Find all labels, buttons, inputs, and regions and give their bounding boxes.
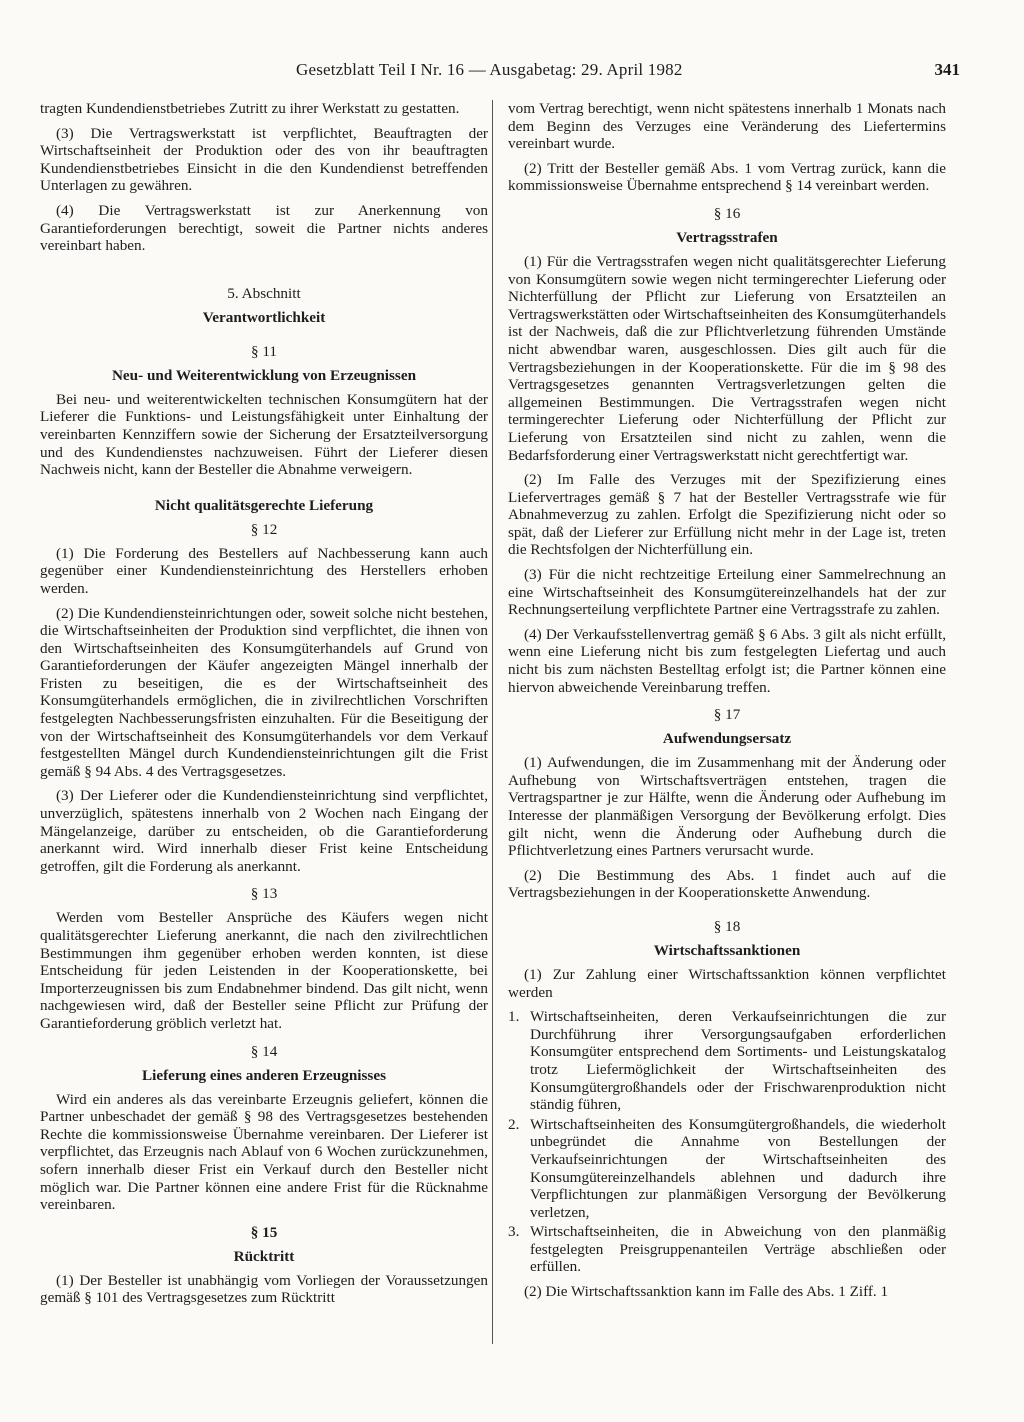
paragraph: vom Vertrag berechtigt, wenn nicht spätestens innerhalb 1 Monats nach dem Beginn des Verzuges eine Veränderung des Liefertermins vereinbart wurde. (508, 100, 946, 153)
running-header: Gesetzblatt Teil I Nr. 16 — Ausgabetag: 29. April 1982 (296, 60, 683, 79)
section-number: § 11 (250, 342, 277, 360)
paragraph: (2) Die Bestimmung des Abs. 1 findet auch auf die Vertragsbeziehungen in der Kooperationskette Anwendung. (508, 866, 946, 902)
section-title: Wirtschaftssanktionen (653, 941, 801, 959)
list-item (508, 1008, 946, 1114)
section-number: § 14 (250, 1042, 278, 1060)
section-number: § 17 (713, 706, 741, 724)
chapter-number: 5. Abschnitt (227, 284, 301, 302)
paragraph: (2) Die Wirtschaftssanktion kann im Falle des Abs. 1 Ziff. 1 (524, 1283, 889, 1301)
list-item (508, 1116, 946, 1222)
paragraph: Wird ein anderes als das vereinbarte Erzeugnis geliefert, können die Partner unbeschadet der gemäß § 98 des Vertragsgesetzes bestehenden Rechte die kommissionsweise Übernahme vereinbaren. Der Lieferer ist verpflichtet, das Erzeugnis nach Ablauf von 6 Wochen zurückzunehmen, sofern innerhalb dieser Frist ein Verkauf durch den Besteller nicht möglich war. Die Partner können eine andere Frist für die Rücknahme vereinbaren. (40, 1090, 488, 1214)
paragraph: (1) Zur Zahlung einer Wirtschaftssanktion können verpflichtet werden (508, 965, 946, 1001)
paragraph: tragten Kundendienstbetriebes Zutritt zu ihrer Werkstatt zu gestatten. (40, 100, 460, 117)
paragraph: (2) Die Kundendiensteinrichtungen oder, soweit solche nicht bestehen, die Wirtschaftseinheiten der Produktion sind verpflichtet, die ihnen von den Wirtschaftseinheiten des Konsumgüterhandels auf Grund von Garantieforderungen der Käufer angezeigten Mängel innerhalb der Fristen zu beseitigen, die es der Wirtschaftseinheit des Konsumgüterhandels ermöglichen, die in zivilrechtlichen Vorschriften festgelegten Nachbesserungsfristen einzuhalten. Für die Beseitigung der von der Wirtschaftseinheit des Konsumgüterhandels vor dem Verkauf festgestellten Mängel durch Kundendiensteinrichtungen gilt die Frist gemäß § 94 Abs. 4 des Vertragsgesetzes. (40, 604, 488, 780)
column-divider (492, 100, 493, 1344)
section-number: § 18 (713, 917, 741, 935)
paragraph: Werden vom Besteller Ansprüche des Käufers wegen nicht qualitätsgerechter Lieferung anerkannt, die nach den zivilrechtlichen Bestimmungen ihm gegenüber erhoben werden konnten, ist diese Entscheidung für jeden Leistenden in der Kooperationskette, bei Importerzeugnissen bis zum Endabnehmer bindend. Das gilt nicht, wenn nachgewiesen wird, daß der Besteller seine Pflicht zur Prüfung der Garantieforderung gröblich verletzt hat. (40, 909, 488, 1032)
section-title: Vertragsstrafen (676, 228, 778, 246)
chapter-title: Verantwortlichkeit (202, 308, 326, 326)
subheading: Nicht qualitätsgerechte Lieferung (154, 496, 374, 514)
section-title: Rücktritt (233, 1247, 295, 1265)
paragraph: (1) Für die Vertragsstrafen wegen nicht qualitätsgerechter Lieferung von Konsumgütern sowie wegen nicht termingerechter Lieferung oder Nichterfüllung der Pflicht zur Lieferung von Ersatzteilen an Vertragswerkstätten oder Wirtschaftseinheiten des Konsumgüterhandels ist der Nachweis, daß die zur Pflichtverletzung führenden Umstände nicht abwendbar waren, ausgeschlossen. Dies gilt auch für die Vertragsbeziehungen in der Kooperationskette. Für die im § 98 des Vertragsgesetzes genannten Vertragsverletzungen gelten die allgemeinen Bestimmungen. Die Vertragsstrafen wegen nicht termingerechter Lieferung oder Nichterfüllung der Pflicht zur Lieferung von Ersatzteilen sind nicht zu zahlen, wenn die Bedarfsforderung einer Vertragswerkstatt nicht gerechtfertigt war. (508, 252, 946, 464)
section-title: Neu- und Weiterentwicklung von Erzeugnissen (111, 366, 417, 384)
section-number: § 13 (250, 885, 278, 903)
paragraph: (3) Die Vertragswerkstatt ist verpflichtet, Beauftragten der Wirtschaftseinheit der Produktion oder des von ihr beauftragten Kundendienstbetriebes Einsicht in die den Kundendienst betreffenden Unterlagen zu gewähren. (40, 124, 488, 195)
paragraph: (4) Die Vertragswerkstatt ist zur Anerkennung von Garantieforderungen berechtigt, soweit die Partner nichts anderes vereinbart haben. (40, 201, 488, 255)
paragraph: (1) Aufwendungen, die im Zusammenhang mit der Änderung oder Aufhebung von Wirtschaftsverträgen entstehen, tragen die Vertragspartner je zur Hälfte, wenn die Änderung oder Aufhebung im Interesse der planmäßigen Versorgung der Bevölkerung erfolgt. Dies gilt nicht, wenn die Änderung oder Aufhebung durch die Pflichtverletzung eines Partners verursacht wurde. (508, 754, 946, 860)
page-number: 341 (934, 60, 960, 79)
section-number: § 12 (250, 520, 278, 538)
paragraph: (3) Für die nicht rechtzeitige Erteilung einer Sammelrechnung an eine Wirtschaftseinheit des Konsumgütereinzelhandels hat der zur Rechnungserteilung verpflichtete Partner eine Vertragsstrafe zu zahlen. (508, 566, 946, 619)
list-item-number: 2. (508, 1115, 520, 1133)
section-number: § 15 (250, 1223, 278, 1241)
paragraph: (3) Der Lieferer oder die Kundendiensteinrichtung sind verpflichtet, unverzüglich, spätestens innerhalb von 2 Wochen nach Eingang der Mängelanzeige, darüber zu entscheiden, ob die Garantieforderung anerkannt wird. Wird innerhalb dieser Frist keine Entscheidung getroffen, gilt die Forderung als anerkannt. (40, 787, 488, 875)
numbered-list (508, 1008, 946, 1276)
list-item-text: Wirtschaftseinheiten des Konsumgütergroßhandels, die wiederholt unbegründet die Annahme von Bestellungen der Verkaufseinrichtungen der Wirtschaftseinheiten des Konsumgütereinzelhandels ablehnen und dadurch ihre Verpflichtungen zur planmäßigen Versorgung der Bevölkerung verletzen, (530, 1115, 946, 1221)
paragraph: (2) Im Falle des Verzuges mit der Spezifizierung eines Liefervertrages gemäß § 7 hat der Besteller Vertragsstrafe wie für Abnahmeverzug zu zahlen. Erfolgt die Spezifizierung nicht oder so spät, daß der Lieferer zur Erfüllung nicht mehr in der Lage ist, treten die Rechtsfolgen der Nichterfüllung ein. (508, 471, 946, 559)
list-item-number: 3. (508, 1223, 520, 1241)
paragraph: (2) Tritt der Besteller gemäß Abs. 1 vom Vertrag zurück, kann die kommissionsweise Übernahme entsprechend § 14 vereinbart werden. (508, 159, 946, 195)
list-item-text: Wirtschaftseinheiten, die in Abweichung von den planmäßig festgelegten Preisgruppenanteilen Verträge abschließen oder erfüllen. (530, 1223, 946, 1276)
section-title: Lieferung eines anderen Erzeugnisses (142, 1066, 386, 1084)
list-item (508, 1223, 946, 1276)
section-title: Aufwendungsersatz (662, 730, 792, 748)
paragraph: (4) Der Verkaufsstellenvertrag gemäß § 6 Abs. 3 gilt als nicht erfüllt, wenn eine Lieferung nicht bis zum festgelegten Liefertag und auch nicht bis zum nächsten Bestelltag erfolgt ist; die Partner können eine hiervon abweichende Vereinbarung treffen. (508, 625, 946, 696)
section-number: § 16 (713, 204, 741, 222)
paragraph: (1) Der Besteller ist unabhängig vom Vorliegen der Voraussetzungen gemäß § 101 des Vertragsgesetzes zum Rücktritt (40, 1271, 488, 1307)
paragraph: Bei neu- und weiterentwickelten technischen Konsumgütern hat der Lieferer die Funktions- und Leistungsfähigkeit unter Einhaltung der vereinbarten Kennziffern sowie der Sicherung der Ersatzteilversorgung und des Kundendienstes nachzuweisen. Führt der Lieferer diesen Nachweis nicht, kann der Besteller die Abnahme verweigern. (40, 390, 488, 479)
paragraph: (1) Die Forderung des Bestellers auf Nachbesserung kann auch gegenüber einer Kundendiensteinrichtung des Herstellers erhoben werden. (40, 544, 488, 597)
left-column (40, 100, 488, 1314)
right-column (508, 100, 946, 1308)
list-item-number: 1. (508, 1008, 520, 1026)
list-item-text: Wirtschaftseinheiten, deren Verkaufseinrichtungen die zur Durchführung ihrer Versorgungsaufgaben erforderlichen Konsumgüter entsprechend dem Sortiments- und Leistungskatalog trotz Liefermöglichkeit der Wirtschaftseinheiten des Konsumgütergroßhandels oder der Frischwarenproduktion nicht ständig führen, (530, 1008, 946, 1114)
page-header (40, 60, 960, 86)
